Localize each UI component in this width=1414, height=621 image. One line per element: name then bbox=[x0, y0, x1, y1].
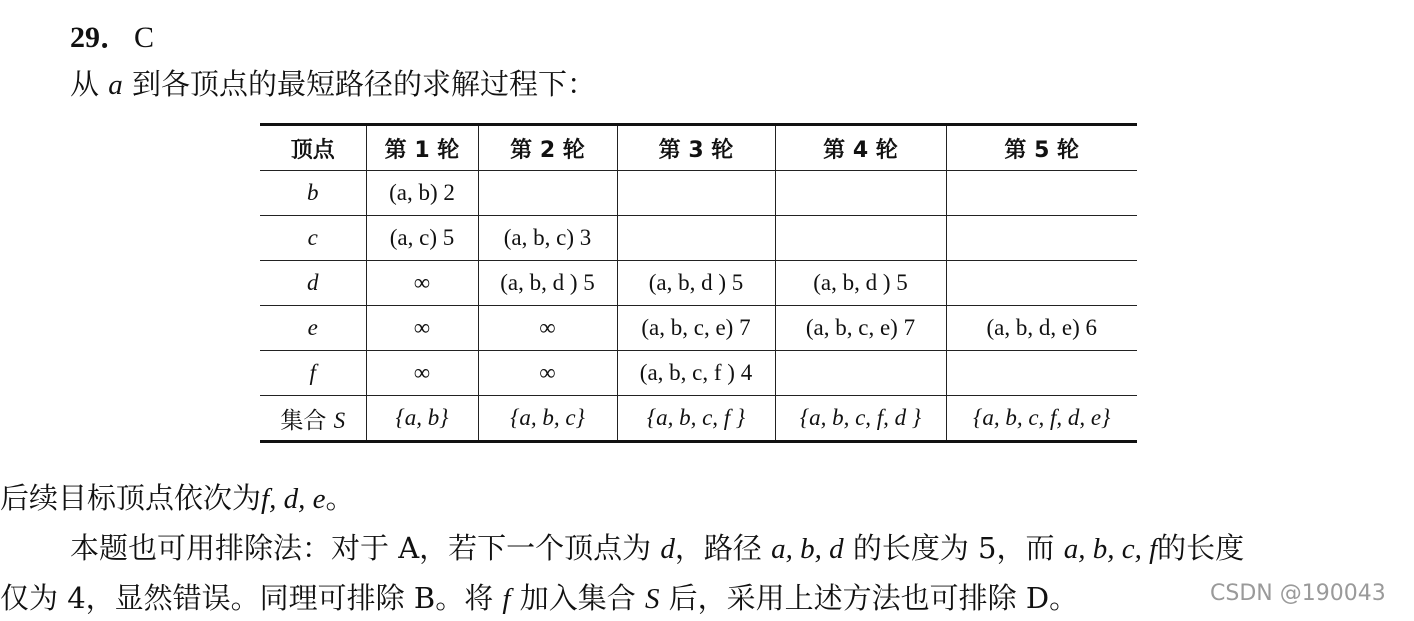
table-cell: ∞ bbox=[478, 351, 617, 396]
intro-vertex: a bbox=[108, 69, 123, 101]
explanation-line-2 bbox=[0, 576, 1078, 617]
followup-sentence bbox=[0, 476, 354, 517]
table-cell bbox=[946, 351, 1137, 396]
table-cell bbox=[775, 351, 946, 396]
table-cell: ∞ bbox=[478, 306, 617, 351]
set-row-label bbox=[260, 396, 366, 442]
row-vertex: d bbox=[260, 261, 366, 306]
table-cell: (a, b, d ) 5 bbox=[617, 261, 775, 306]
set-cell: {a, b, c, f, d } bbox=[775, 396, 946, 442]
table-cell: ∞ bbox=[366, 351, 478, 396]
table-cell: (a, b, c, e) 7 bbox=[617, 306, 775, 351]
row-vertex: e bbox=[260, 306, 366, 351]
set-cell: {a, b, c, f, d, e} bbox=[946, 396, 1137, 442]
header-round-5: 第 5 轮 bbox=[946, 125, 1137, 171]
table-cell: (a, b) 2 bbox=[366, 171, 478, 216]
table-cell bbox=[946, 261, 1137, 306]
header-round-1: 第 1 轮 bbox=[366, 125, 478, 171]
intro-prefix: 从 bbox=[70, 67, 100, 101]
table-row bbox=[260, 171, 1137, 216]
explanation-text: 的长度 bbox=[1157, 531, 1245, 565]
set-cell: {a, b, c, f } bbox=[617, 396, 775, 442]
set-label-var: S bbox=[333, 407, 346, 433]
table-cell bbox=[775, 171, 946, 216]
question-heading bbox=[70, 12, 154, 56]
table-cell: (a, b, c) 3 bbox=[478, 216, 617, 261]
table-cell bbox=[946, 216, 1137, 261]
table-cell bbox=[617, 171, 775, 216]
intro-sentence bbox=[70, 62, 596, 103]
explanation-var: f bbox=[502, 583, 511, 615]
followup-text: 后续目标顶点依次为 bbox=[0, 481, 262, 515]
table-row bbox=[260, 351, 1137, 396]
explanation-text: 后，采用上述方法也可排除 D。 bbox=[668, 581, 1079, 615]
table-cell bbox=[478, 171, 617, 216]
table-cell: (a, b, d ) 5 bbox=[478, 261, 617, 306]
question-number: 29． bbox=[70, 21, 130, 54]
set-row bbox=[260, 396, 1137, 442]
explanation-line-1 bbox=[70, 526, 1244, 567]
table-cell: (a, b, c, f ) 4 bbox=[617, 351, 775, 396]
watermark: CSDN @190043 bbox=[1210, 581, 1386, 606]
explanation-text: 仅为 4，显然错误。同理可排除 B。将 bbox=[0, 581, 494, 615]
table-cell: (a, b, c, e) 7 bbox=[775, 306, 946, 351]
table-row bbox=[260, 306, 1137, 351]
question-answer: C bbox=[134, 21, 155, 54]
row-vertex: b bbox=[260, 171, 366, 216]
table-cell: (a, b, d ) 5 bbox=[775, 261, 946, 306]
table-row bbox=[260, 261, 1137, 306]
row-vertex: c bbox=[260, 216, 366, 261]
table-cell: (a, c) 5 bbox=[366, 216, 478, 261]
table-cell: ∞ bbox=[366, 261, 478, 306]
header-round-4: 第 4 轮 bbox=[775, 125, 946, 171]
set-cell: {a, b} bbox=[366, 396, 478, 442]
explanation-var: a, b, c, f bbox=[1063, 533, 1158, 565]
dijkstra-table bbox=[260, 123, 1137, 443]
explanation-var: a, b, d bbox=[771, 533, 844, 565]
row-vertex: f bbox=[260, 351, 366, 396]
explanation-var: S bbox=[644, 583, 660, 615]
table-row bbox=[260, 216, 1137, 261]
followup-order: f, d, e bbox=[261, 483, 326, 515]
intro-suffix: 到各顶点的最短路径的求解过程下： bbox=[131, 67, 596, 101]
table-cell bbox=[775, 216, 946, 261]
set-label-text: 集合 bbox=[280, 407, 327, 434]
set-cell: {a, b, c} bbox=[478, 396, 617, 442]
table-cell: (a, b, d, e) 6 bbox=[946, 306, 1137, 351]
header-vertex: 顶点 bbox=[260, 125, 366, 171]
table-cell bbox=[617, 216, 775, 261]
followup-end: 。 bbox=[325, 481, 355, 515]
table-cell bbox=[946, 171, 1137, 216]
explanation-text: ，路径 bbox=[674, 531, 762, 565]
explanation-text: 加入集合 bbox=[519, 581, 636, 615]
header-round-3: 第 3 轮 bbox=[617, 125, 775, 171]
explanation-var: d bbox=[660, 533, 675, 565]
explanation-text: 本题也可用排除法：对于 A，若下一个顶点为 bbox=[70, 531, 652, 565]
table-cell: ∞ bbox=[366, 306, 478, 351]
table-header-row bbox=[260, 125, 1137, 171]
explanation-text: 的长度为 5，而 bbox=[852, 531, 1055, 565]
header-round-2: 第 2 轮 bbox=[478, 125, 617, 171]
